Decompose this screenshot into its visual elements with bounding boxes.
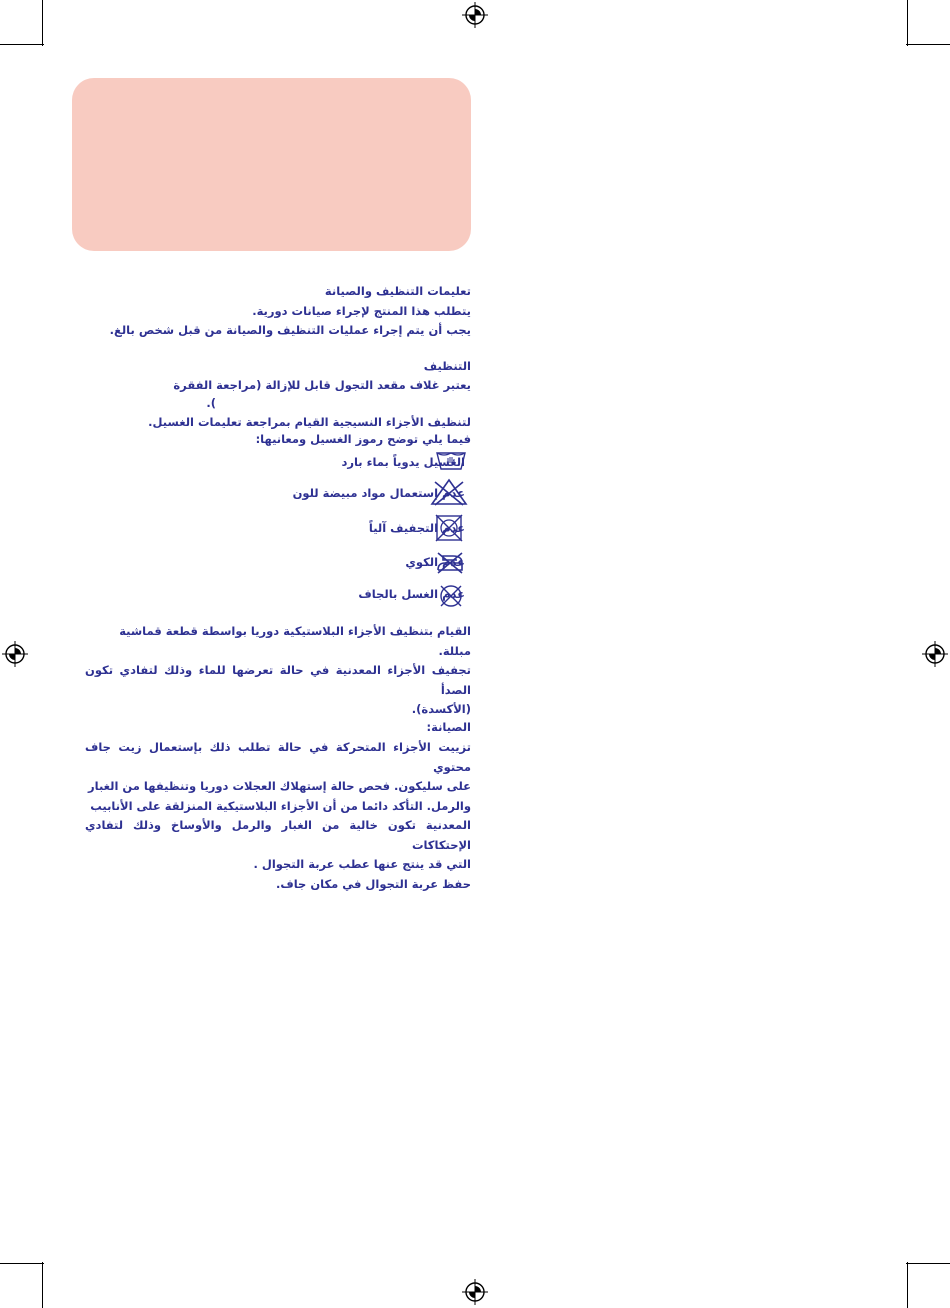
registration-mark-icon — [2, 641, 28, 667]
cleaning-title: التنظيف — [423, 359, 471, 373]
crop-mark — [0, 44, 44, 45]
symbol-label: الغسيل يدوياً بماء بارد — [341, 455, 465, 469]
paragraph-line: المعدنية تكون خالية من الغبار والرمل والأوساخ وذلك لتفادي الإحتكاكات — [85, 818, 471, 852]
maintenance-paragraph — [85, 738, 471, 894]
paragraph-line: القيام بتنظيف الأجزاء البلاستيكية دوريا بواسطة قطعة قماشية — [119, 624, 471, 638]
paragraph-line: التي قد ينتج عنها عطب عربة التجوال . — [253, 857, 471, 871]
paragraph-line: والرمل. التأكد دائما من أن الأجزاء البلاستيكية المنزلقة على الأنابيب — [90, 798, 471, 813]
paragraph-line: مبللة. — [438, 643, 471, 658]
symbol-label: عدم الكوي — [405, 555, 465, 569]
cleaning-line: فيما يلي توضح رموز الغسيل ومعانيها: — [255, 432, 471, 446]
maintenance-title: الصيانة: — [426, 720, 471, 734]
section-title: تعليمات التنظيف والصيانة — [324, 284, 471, 298]
paragraph-line: تجفيف الأجزاء المعدنية في حالة تعرضها للماء وذلك لتفادي تكون الصدأ — [85, 663, 471, 697]
paragraph-line: على سليكون. فحص حالة إستهلاك العجلات دوريا وتنظيفها من الغبار — [88, 779, 471, 793]
symbol-row — [341, 447, 465, 477]
cleaning-line: لتنظيف الأجزاء النسيجية القيام بمراجعة تعليمات الغسيل. — [148, 415, 471, 429]
registration-mark-icon — [462, 1279, 488, 1305]
intro-line: يجب أن يتم إجراء عمليات التنظيف والصيانة من قبل شخص بالغ. — [109, 323, 471, 337]
crop-mark — [907, 0, 908, 46]
crop-mark — [0, 1263, 44, 1264]
header-color-box — [72, 78, 471, 251]
cleaning-line: ). — [206, 396, 216, 410]
crop-mark — [906, 44, 950, 45]
symbol-row — [358, 579, 465, 609]
crop-mark — [907, 1262, 908, 1308]
crop-mark — [42, 0, 43, 46]
cleaning-paragraph — [85, 661, 471, 720]
paragraph-line: تزييت الأجزاء المتحركة في حالة تطلب ذلك بإستعمال زيت جاف محتوي — [85, 740, 471, 774]
symbol-label: عدم التجفيف آلياً — [368, 521, 465, 535]
symbol-row — [369, 513, 465, 543]
paragraph-line: حفظ عربة التجوال في مكان جاف. — [275, 876, 471, 891]
registration-mark-icon — [922, 641, 948, 667]
symbol-row — [405, 547, 465, 577]
registration-mark-icon — [462, 2, 488, 28]
symbol-label: عدم إستعمال مواد مبيضة للون — [292, 486, 465, 500]
symbol-label: عدم الغسل بالجاف — [358, 587, 465, 601]
paragraph-line: (الأكسدة). — [411, 702, 471, 716]
intro-line: يتطلب هذا المنتج لإجراء صيانات دورية. — [252, 304, 471, 318]
crop-mark — [42, 1262, 43, 1308]
cleaning-line: يعتبر غلاف مقعد التجول قابل للإزالة (مراجعة الفقرة — [173, 378, 471, 392]
cleaning-paragraph — [85, 622, 471, 661]
crop-mark — [906, 1263, 950, 1264]
symbol-row — [293, 478, 465, 508]
